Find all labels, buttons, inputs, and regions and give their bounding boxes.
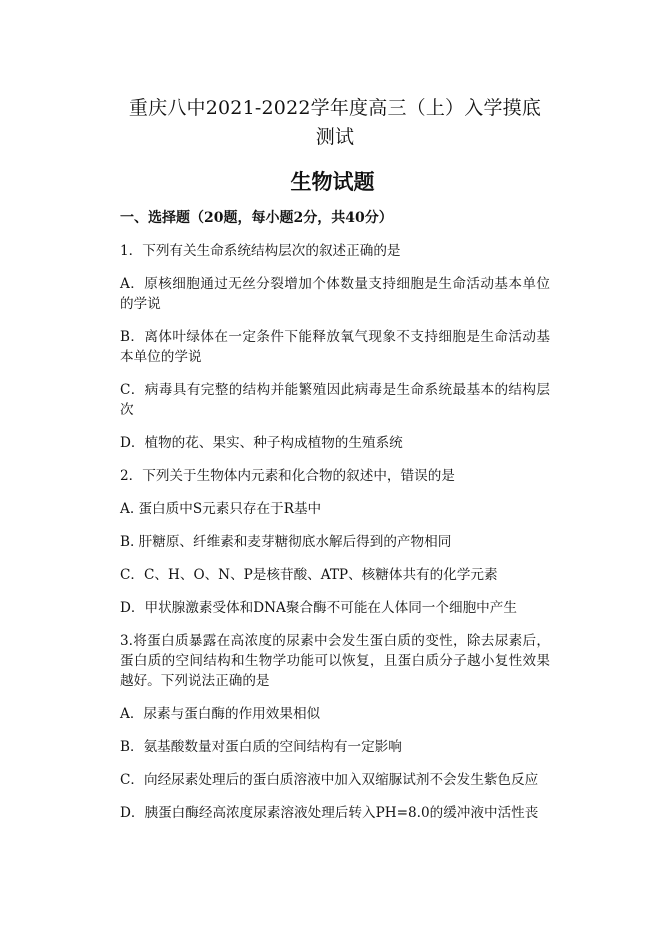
option-b: B．离体叶绿体在一定条件下能释放氧气现象不支持细胞是生命活动基本单位的学说 xyxy=(120,329,550,365)
option-b: B. 肝糖原、纤维素和麦芽糖彻底水解后得到的产物相同 xyxy=(120,534,452,550)
option-c: C．C、H、O、N、P是核苷酸、ATP、核糖体共有的化学元素 xyxy=(120,567,498,583)
question-3 xyxy=(120,631,550,823)
question-2 xyxy=(120,466,550,618)
option-c: C．向经尿素处理后的蛋白质溶液中加入双缩脲试剂不会发生紫色反应 xyxy=(120,772,539,788)
option-c: C．病毒具有完整的结构并能繁殖因此病毒是生命系统最基本的结构层次 xyxy=(120,382,550,418)
question-stem: 3.将蛋白质暴露在高浓度的尿素中会发生蛋白质的变性，除去尿素后，蛋白质的空间结构和生物学功能可以恢复，且蛋白质分子越小复性效果越好。下列说法正确的是 xyxy=(120,633,550,689)
option-a: A．原核细胞通过无丝分裂增加个体数量支持细胞是生命活动基本单位的学说 xyxy=(120,276,550,312)
question-stem: 2．下列关于生物体内元素和化合物的叙述中，错误的是 xyxy=(120,468,455,484)
exam-content xyxy=(120,208,550,836)
option-d: D．甲状腺激素受体和DNA聚合酶不可能在人体同一个细胞中产生 xyxy=(120,600,517,616)
exam-title: 重庆八中2021-2022学年度高三（上）入学摸底测试 xyxy=(128,97,542,148)
subject-title: 生物试题 xyxy=(290,169,375,194)
option-d: D．胰蛋白酶经高浓度尿素溶液处理后转入PH=8.0的缓冲液中活性丧 xyxy=(120,805,539,821)
question-stem: 1．下列有关生命系统结构层次的叙述正确的是 xyxy=(120,243,401,259)
option-b: B．氨基酸数量对蛋白质的空间结构有一定影响 xyxy=(120,739,402,755)
option-a: A. 蛋白质中S元素只存在于R基中 xyxy=(120,501,322,517)
option-a: A．尿素与蛋白酶的作用效果相似 xyxy=(120,706,321,722)
section-heading: 一、选择题（20题，每小题2分，共40分） xyxy=(120,210,393,226)
question-1 xyxy=(120,241,550,453)
option-d: D．植物的花、果实、种子构成植物的生殖系统 xyxy=(120,435,403,451)
